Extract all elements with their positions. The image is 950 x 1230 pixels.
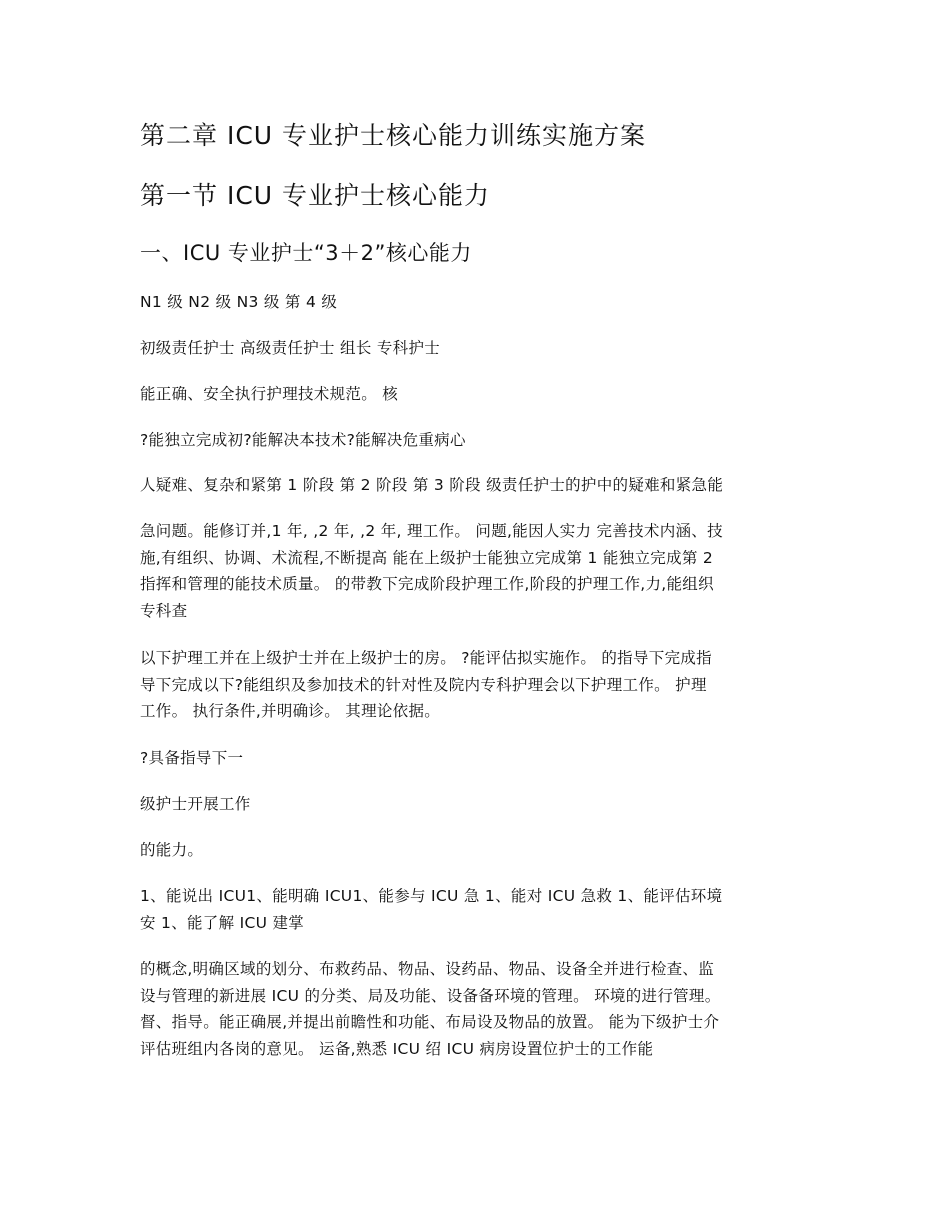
paragraph-capability: ?具备指导下一: [140, 749, 244, 767]
paragraph-stages: 人疑难、复杂和紧第 1 阶段 第 2 阶段 第 3 阶段 级责任护士的护中的疑难和紧急能: [140, 476, 724, 494]
paragraph-ability-end: 的能力。: [140, 841, 204, 859]
chapter-title: 第二章 ICU 专业护士核心能力训练实施方案: [140, 121, 647, 150]
text-line: 督、指导。能正确展,并提出前瞻性和功能、布局设及物品的放置。 能为下级护士介: [140, 1013, 720, 1031]
text-line: 的概念,明确区域的划分、布救药品、物品、设药品、物品、设备全并进行检查、监: [140, 960, 715, 978]
text-line: 指挥和管理的能技术质量。 的带教下完成阶段护理工作,阶段的护理工作,力,能组织: [140, 575, 714, 593]
paragraph-levels: N1 级 N2 级 N3 级 第 4 级: [140, 293, 338, 311]
paragraph-skill: 能正确、安全执行护理技术规范。 核: [140, 385, 399, 403]
text-line: 安 1、能了解 ICU 建掌: [140, 913, 305, 932]
text-line: 设与管理的新进展 ICU 的分类、局及功能、设备备环境的管理。 环境的进行管理。: [140, 986, 721, 1005]
text-line: 工作。 执行条件,并明确诊。 其理论依据。: [140, 702, 441, 720]
paragraph-abilities: ?能独立完成初?能解决本技术?能解决危重病心: [140, 431, 466, 449]
section-title: 第一节 ICU 专业护士核心能力: [140, 181, 491, 210]
text-line: 评估班组内各岗的意见。 运备,熟悉 ICU 绍 ICU 病房设置位护士的工作能: [140, 1039, 654, 1058]
text-line: 急问题。能修订并,1 年, ,2 年, ,2 年, 理工作。 问题,能因人实力 完善技术内涵、技: [140, 522, 723, 540]
paragraph-roles: 初级责任护士 高级责任护士 组长 专科护士: [140, 339, 441, 357]
paragraph-work: 级护士开展工作: [140, 795, 251, 813]
subsection-title: 一、ICU 专业护士“3＋2”核心能力: [140, 241, 472, 265]
paragraph-problems: [140, 518, 820, 624]
text-line: 1、能说出 ICU1、能明确 ICU1、能参与 ICU 急 1、能对 ICU 急救 1、能评估环境: [140, 887, 723, 905]
paragraph-guidance: [140, 645, 820, 725]
text-line: 导下完成以下?能组织及参加技术的针对性及院内专科护理会以下护理工作。 护理: [140, 675, 707, 694]
text-line: 专科查: [140, 601, 188, 620]
text-line: 以下护理工并在上级护士并在上级护士的房。 ?能评估拟实施作。 的指导下完成指: [140, 649, 712, 667]
paragraph-icu-details: [140, 956, 820, 1062]
paragraph-icu-list: [140, 883, 820, 936]
text-line: 施,有组织、协调、术流程,不断提高 能在上级护士能独立完成第 1 能独立完成第 2: [140, 548, 714, 567]
